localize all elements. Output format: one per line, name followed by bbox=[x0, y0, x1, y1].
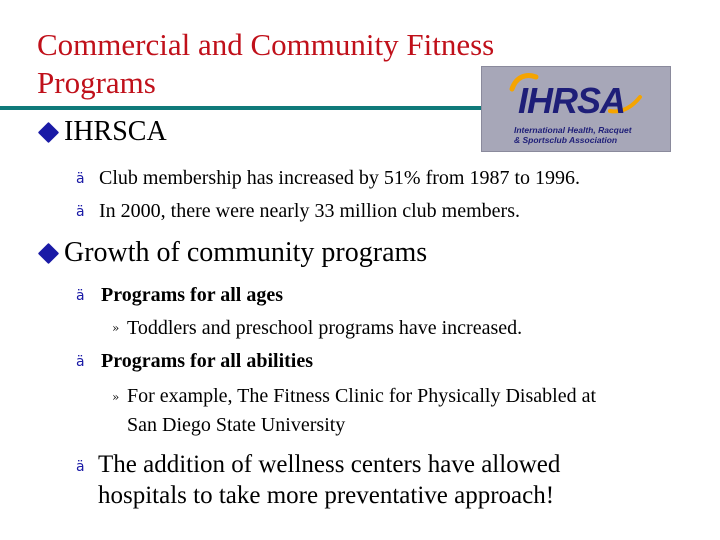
slide-title: Commercial and Community Fitness Programs bbox=[37, 27, 495, 100]
sub-sub-bullet-marker-icon: » bbox=[112, 390, 120, 404]
sub-bullet-marker-icon: ä bbox=[76, 171, 85, 187]
ihrsa-logo bbox=[481, 66, 671, 152]
sub-bullet-marker-icon: ä bbox=[76, 354, 85, 370]
sub-bullet-membership-growth: Club membership has increased by 51% from 1987 to 1996. bbox=[99, 167, 581, 189]
bullet-growth-community-programs: Growth of community programs bbox=[64, 237, 428, 268]
logo-wordmark: IHRSA bbox=[518, 80, 626, 121]
sub-bullet-wellness-centers-line2: hospitals to take more preventative approach! bbox=[98, 482, 555, 509]
bullet-ihrsca: IHRSCA bbox=[64, 116, 167, 147]
bullet-diamond-icon bbox=[38, 243, 59, 264]
title-divider bbox=[0, 106, 500, 110]
sub-bullet-all-ages: Programs for all ages bbox=[101, 284, 284, 306]
sub-bullet-marker-icon: ä bbox=[76, 204, 85, 220]
sub-sub-bullet-marker-icon: » bbox=[112, 321, 120, 335]
logo-subtitle-line2: & Sportsclub Association bbox=[514, 135, 618, 145]
detail-fitness-clinic-line1: For example, The Fitness Clinic for Physically Disabled at bbox=[127, 385, 597, 407]
detail-fitness-clinic-line2: San Diego State University bbox=[127, 414, 346, 436]
logo-subtitle bbox=[514, 125, 670, 145]
sub-bullet-marker-icon: ä bbox=[76, 288, 85, 304]
sub-bullet-club-members: In 2000, there were nearly 33 million club members. bbox=[99, 200, 520, 222]
sub-bullet-wellness-centers-line1: The addition of wellness centers have allowed bbox=[98, 451, 561, 478]
bullet-diamond-icon bbox=[38, 122, 59, 143]
logo-subtitle-line1: International Health, Racquet bbox=[514, 125, 632, 135]
detail-toddlers-preschool: Toddlers and preschool programs have increased. bbox=[127, 317, 523, 339]
sub-bullet-all-abilities: Programs for all abilities bbox=[101, 350, 314, 372]
sub-bullet-marker-icon: ä bbox=[76, 459, 85, 475]
